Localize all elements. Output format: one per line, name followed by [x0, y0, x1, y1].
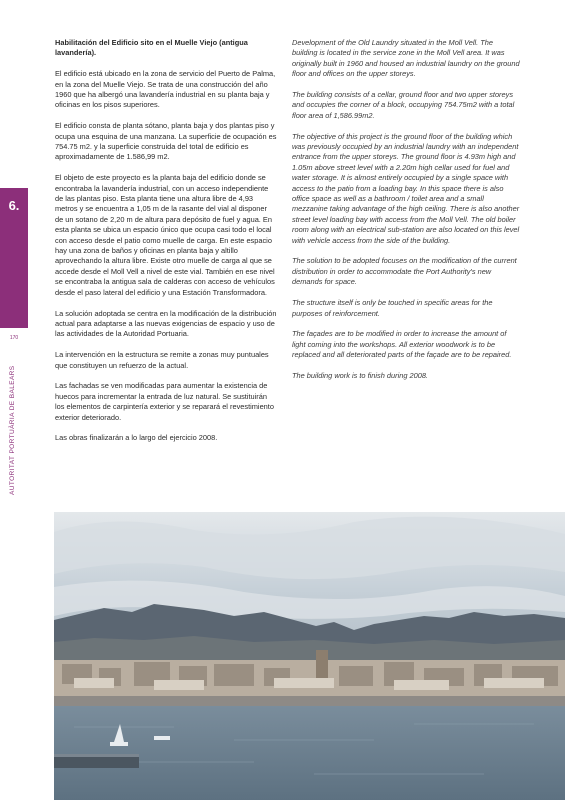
page-number: 170	[9, 335, 19, 341]
section-tab	[0, 188, 28, 341]
harbour-photo	[54, 512, 565, 800]
quay	[54, 696, 565, 706]
paragraph: El objeto de este proyecto es la planta baja del edificio donde se encontraba la lavandería industrial, con un acceso independiente de las plantas piso. Esta planta tiene una altura libre de 4,93 metros y se encuentra a 1,05 m de la rasante del vial al disponer de un sotano de 2,20 m de altura para depósito de fuel y agua. En esta planta se ubica un espacio único que ocupa casi todo el local con acceso desde el patio como muelle de carga. En este espacio hay una zona de baños y oficinas en planta baja y altillo aprovechando la altura libre. Existe otro muelle de carga al que se accede desde el Moll Vell a nivel de este vial. También en ese nivel se encontraba la antigua sala de calderas con acceso de vehículos desde el paso lateral del edificio y una Estación Transformadora.	[55, 173, 275, 297]
boat	[154, 736, 170, 740]
spanish-column	[55, 38, 277, 454]
paragraph: The objective of this project is the ground floor of the building which was previously occupied by an industrial laundry with an independent entrance from the upper storeys. The ground floor is 4.93m high and 1.05m above street level with a 2.20m high cellar used for fuel and water storage. It is almost entirely occupied by a single space with access to the patio from a loading bay. In this space there is also office space as well as a bathroom / toilet area and a small mezzanine taking advantage of the high ceiling. There is also another street level loading bay with access from the Moll Vell. The old boiler room along with an electrical sub-station are also located on this level with vehicle access from the side of the building.	[292, 131, 520, 245]
paragraph: La intervención en la estructura se remite a zonas muy puntuales que constituyen un refuerzo de la actual.	[55, 350, 269, 370]
english-column	[292, 38, 520, 392]
paragraph: Las fachadas se ven modificadas para aumentar la existencia de huecos para incrementar la entrada de luz natural. Se sustituirán los elementos de carpintería exterior y se reparará el revestimiento exterior deteriorado.	[55, 381, 274, 422]
paragraph: The structure itself is only be touched in specific areas for the purposes of reinforcement.	[292, 298, 493, 318]
pier	[54, 756, 139, 768]
water	[54, 706, 565, 800]
section-number: 6.	[8, 198, 20, 213]
harbour-photo-svg	[54, 512, 565, 800]
paragraph: El edificio está ubicado en la zona de servicio del Puerto de Palma, en la zona del Muelle Viejo. Se trata de una construcción del año 1960 que ha albergó una lavandería industrial en su planta baja y oficinas en los pisos superiores.	[55, 69, 276, 110]
paragraph: The solution to be adopted focuses on the modification of the current distribution in order to accommodate the Port Authority's new demands for space.	[292, 256, 517, 287]
section-heading: Habilitación del Edificio sito en el Muelle Viejo (antigua lavandería).	[55, 38, 248, 58]
paragraph: El edificio consta de planta sótano, planta baja y dos plantas piso y ocupa una esquina de una manzana. La superficie de ocupación es 754.75 m2. y la superficie construida del total de edificio es aproximadamente de 1.586,99 m2.	[55, 121, 277, 162]
sidebar	[0, 0, 28, 800]
paragraph: Development of the Old Laundry situated in the Moll Vell. The building is located in the service zone in the Moll Vell area. It was originally built in 1960 and housed an industrial laundry on the ground floor and offices on the upper storeys.	[292, 38, 520, 79]
paragraph: Las obras finalizarán a lo largo del ejercicio 2008.	[55, 433, 218, 443]
pier-deck	[54, 754, 139, 757]
paragraph: The building consists of a cellar, ground floor and two upper storeys and occupies the corner of a block, occupying 754.75m2 with a total floor area of 1,586.99m2.	[292, 90, 515, 120]
vertical-publication-title: AUTORITAT PORTUÀRIA DE BALEARS	[9, 365, 16, 495]
paragraph: The façades are to be modified in order to increase the amount of light coming into the workshops. All exterior woodwork is to be replaced and all deteriorated parts of the façade are to be repaired.	[292, 329, 512, 360]
paragraph: The building work is to finish during 2008.	[292, 370, 428, 380]
paragraph: La solución adoptada se centra en la modificación de la distribución actual para adaptarse a las nuevas exigencias de espacio y uso de las actividades de la Autoridad Portuaria.	[55, 308, 277, 339]
